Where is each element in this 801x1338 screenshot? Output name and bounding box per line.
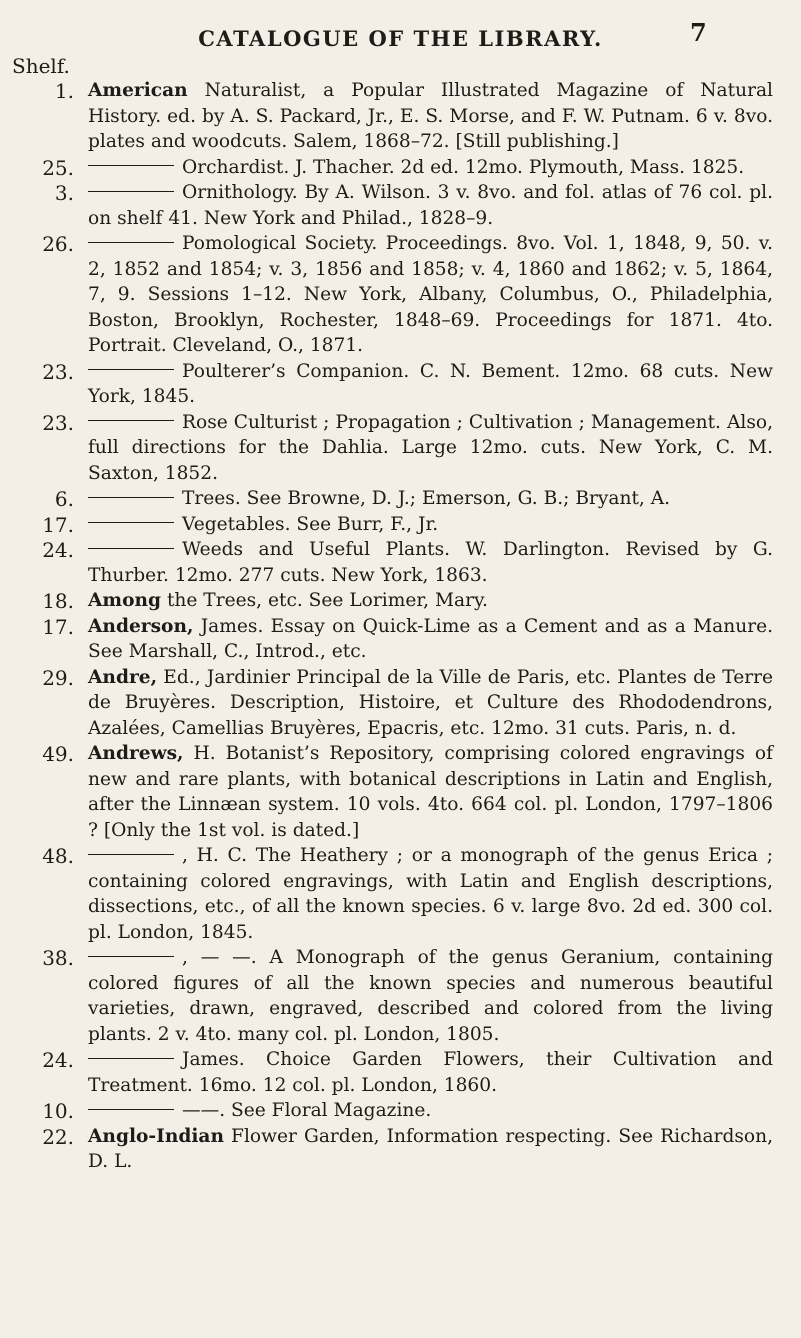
shelf-number: 18. [42,589,74,613]
catalogue-entry [0,180,773,231]
entry-body: Ed., Jardinier Principal de la Ville de Paris, etc. Plantes de Terre de Bruyères. Description, Histoire, et Culture des Rhododendrons, Azalées, Camellias Bruyères, Epacris, etc. 12mo. 31 cuts. Paris, n. d. [88,666,773,739]
catalogue-entry [0,78,773,155]
entry-text [88,945,773,1047]
catalogue-entry [0,1124,773,1175]
catalogue-entry [0,359,773,410]
catalogue-entry [0,537,773,588]
entry-text [88,359,773,410]
entry-text [88,614,773,665]
entry-body: Rose Culturist ; Propagation ; Cultivation ; Management. Also, full directions for the Dahlia. Large 12mo. cuts. New York, C. M. Saxton, 1852. [88,411,773,484]
entry-body: Pomological Society. Proceedings. 8vo. Vol. 1, 1848, 9, 50. v. 2, 1852 and 1854; v. 3, 1856 and 1858; v. 4, 1860 and 1862; v. 5, 1864, 7, 9. Sessions 1–12. New York, Albany, Columbus, O., Philadelphia, Boston, Brooklyn, Rochester, 1848–69. Proceedings for 1871. 4to. Portrait. Cleveland, O., 1871. [88,233,773,356]
entry-heading: Andre, [88,666,158,688]
catalogue-entry [0,665,773,742]
shelf-number: 23. [42,410,74,435]
shelf-number: 6. [54,487,74,511]
catalogue-entry [0,843,773,945]
entry-body: the Trees, etc. See Lorimer, Mary. [161,590,488,611]
shelf-number: 49. [42,742,74,766]
shelf-number: 17. [42,614,74,639]
entry-body: , — —. A Monograph of the genus Geranium, containing colored figures of all the known species and numerous beautiful varieties, drawn, engraved, described and colored from the living plants. 2 v. 4to. many col. pl. London, 1805. [88,947,773,1045]
catalogue-entries [0,78,801,1175]
entry-body: Ornithology. By A. Wilson. 3 v. 8vo. and fol. atlas of 76 col. pl. on shelf 41. New York and Philad., 1828–9. [88,182,773,229]
entry-body: H. Botanist’s Repository, comprising colored engravings of new and rare plants, with botanical descriptions in Latin and English, after the Linnæan system. 10 vols. 4to. 664 col. pl. London, 1797–1806 ? [Only the 1st vol. is dated.] [88,743,773,841]
catalogue-entry [0,410,773,487]
entry-heading: Anglo-Indian [88,1125,224,1147]
shelf-number: 23. [42,359,74,384]
entry-text [88,741,773,843]
entry-text [88,843,773,945]
running-head: CATALOGUE OF THE LIBRARY. [198,26,603,51]
shelf-number: 10. [42,1099,74,1123]
entry-body: Poulterer’s Companion. C. N. Bement. 12mo. 68 cuts. New York, 1845. [88,360,773,407]
ditto-rule [88,242,174,243]
catalogue-entry [0,1047,773,1098]
page-number: 7 [690,18,707,47]
ditto-rule [88,369,174,370]
ditto-rule [88,522,174,523]
entry-body: James. Essay on Quick-Lime as a Cement and as a Manure. See Marshall, C., Introd., etc. [88,615,773,662]
ditto-rule [88,420,174,421]
entry-body: Flower Garden, Information respecting. See Richardson, D. L. [88,1125,773,1172]
catalogue-entry [0,512,773,538]
shelf-number: 25. [42,155,74,180]
entry-body: , H. C. The Heathery ; or a monograph of the genus Erica ; containing colored engravings, with Latin and English descriptions, dissections, etc., of all the known species. 6 v. large 8vo. 2d ed. 300 col. pl. London, 1845. [88,845,773,943]
entry-text [88,78,773,155]
ditto-rule [88,1058,174,1059]
shelf-number: 22. [42,1124,74,1149]
shelf-number: 3. [54,181,74,205]
shelf-number: 48. [42,844,74,868]
entry-text [88,1098,773,1124]
entry-body: ——. See Floral Magazine. [182,1100,432,1121]
shelf-number: 24. [42,538,74,562]
catalogue-entry [0,486,773,512]
ditto-rule [88,854,174,855]
catalogue-entry [0,231,773,359]
entry-text [88,588,773,614]
shelf-column-label: Shelf. [12,54,70,78]
entry-body: Naturalist, a Popular Illustrated Magazine of Natural History. ed. by A. S. Packard, Jr., E. S. Morse, and F. W. Putnam. 6 v. 8vo. plates and woodcuts. Salem, 1868–72. [Still publishing.] [88,80,773,152]
entry-text [88,512,773,538]
shelf-number: 1. [54,79,74,103]
entry-heading: American [88,80,188,101]
entry-text [88,486,773,512]
ditto-rule [88,165,174,166]
entry-heading: Andrews, [88,743,184,764]
ditto-rule [88,548,174,549]
entry-text [88,155,773,181]
entry-body: Weeds and Useful Plants. W. Darlington. Revised by G. Thurber. 12mo. 277 cuts. New York, 1863. [88,539,773,586]
entry-text [88,1124,773,1175]
shelf-number: 17. [42,512,74,537]
entry-heading: Anderson, [88,615,194,637]
ditto-rule [88,1109,174,1110]
catalogue-entry [0,945,773,1047]
shelf-number: 29. [42,665,74,690]
entry-text [88,180,773,231]
entry-text [88,537,773,588]
entry-text [88,665,773,742]
entry-body: Trees. See Browne, D. J.; Emerson, G. B.; Bryant, A. [182,488,671,509]
shelf-number: 26. [42,232,74,256]
entry-body: James. Choice Garden Flowers, their Cultivation and Treatment. 16mo. 12 col. pl. London, 1860. [88,1049,773,1096]
catalogue-entry [0,588,773,614]
entry-text [88,1047,773,1098]
entry-text [88,231,773,359]
ditto-rule [88,191,174,192]
shelf-number: 24. [42,1048,74,1072]
entry-body: Orchardist. J. Thacher. 2d ed. 12mo. Plymouth, Mass. 1825. [182,156,745,178]
catalogue-entry [0,1098,773,1124]
ditto-rule [88,956,174,957]
catalogue-entry [0,155,773,181]
ditto-rule [88,497,174,498]
catalogue-entry [0,741,773,843]
entry-heading: Among [88,590,162,611]
shelf-number: 38. [42,946,74,970]
entry-body: Vegetables. See Burr, F., Jr. [182,513,439,535]
entry-text [88,410,773,487]
catalogue-entry [0,614,773,665]
